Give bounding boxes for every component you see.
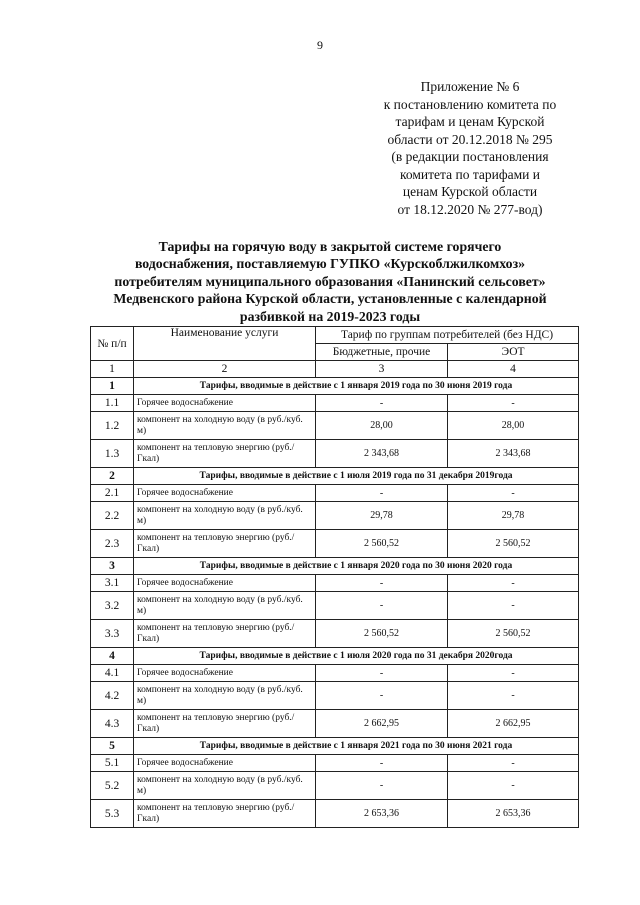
row-number: 5.3 bbox=[91, 800, 134, 828]
appendix-line: ценам Курской области bbox=[402, 184, 538, 199]
tariff-budget: - bbox=[316, 665, 448, 682]
table-row bbox=[91, 502, 579, 530]
col-number: 2 bbox=[134, 361, 316, 378]
service-name: Горячее водоснабжение bbox=[134, 395, 316, 412]
tariff-eot: - bbox=[448, 575, 579, 592]
section-title: Тарифы, вводимые в действие с 1 июля 2019 года по 31 декабря 2019года bbox=[134, 468, 579, 485]
service-name: компонент на холодную воду (в руб./куб. м) bbox=[134, 772, 316, 800]
tariff-eot: 2 560,52 bbox=[448, 620, 579, 648]
col-number: 3 bbox=[316, 361, 448, 378]
row-number: 4.3 bbox=[91, 710, 134, 738]
table-row bbox=[91, 575, 579, 592]
table-row bbox=[91, 620, 579, 648]
section-number: 3 bbox=[91, 558, 134, 575]
tariff-eot: 28,00 bbox=[448, 412, 579, 440]
service-name: компонент на тепловую энергию (руб./Гкал) bbox=[134, 710, 316, 738]
section-number: 2 bbox=[91, 468, 134, 485]
section-row bbox=[91, 468, 579, 485]
tariff-eot: - bbox=[448, 665, 579, 682]
row-number: 3.1 bbox=[91, 575, 134, 592]
title-line: Тарифы на горячую воду в закрытой системе горячего bbox=[158, 239, 502, 254]
row-number: 4.2 bbox=[91, 682, 134, 710]
tariff-eot: 2 653,36 bbox=[448, 800, 579, 828]
col-number: 4 bbox=[448, 361, 579, 378]
tariff-eot: 2 343,68 bbox=[448, 440, 579, 468]
row-number: 1.3 bbox=[91, 440, 134, 468]
header-budget: Бюджетные, прочие bbox=[316, 344, 448, 361]
section-number: 1 bbox=[91, 378, 134, 395]
appendix-line: (в редакции постановления bbox=[391, 149, 549, 164]
table-row bbox=[91, 592, 579, 620]
title-line: разбивкой на 2019-2023 годы bbox=[239, 308, 421, 324]
tariff-eot: - bbox=[448, 755, 579, 772]
tariff-budget: 2 560,52 bbox=[316, 530, 448, 558]
service-name: компонент на холодную воду (в руб./куб. м) bbox=[134, 412, 316, 440]
header-tariff: Тариф по группам потребителей (без НДС) bbox=[316, 327, 579, 344]
tariff-budget: - bbox=[316, 772, 448, 800]
tariff-budget: 2 343,68 bbox=[316, 440, 448, 468]
row-number: 3.2 bbox=[91, 592, 134, 620]
tariff-budget: - bbox=[316, 485, 448, 502]
column-number-row bbox=[91, 361, 579, 378]
section-title: Тарифы, вводимые в действие с 1 июля 2020 года по 31 декабря 2020года bbox=[134, 648, 579, 665]
table-header-row bbox=[91, 327, 579, 344]
tariff-eot: - bbox=[448, 395, 579, 412]
tariff-budget: - bbox=[316, 592, 448, 620]
tariff-budget: - bbox=[316, 395, 448, 412]
tariff-budget: 28,00 bbox=[316, 412, 448, 440]
service-name: компонент на холодную воду (в руб./куб. м) bbox=[134, 682, 316, 710]
table-row bbox=[91, 485, 579, 502]
col-number: 1 bbox=[91, 361, 134, 378]
service-name: компонент на тепловую энергию (руб./Гкал) bbox=[134, 440, 316, 468]
tariff-budget: - bbox=[316, 755, 448, 772]
section-row bbox=[91, 648, 579, 665]
service-name: компонент на холодную воду (в руб./куб. м) bbox=[134, 592, 316, 620]
row-number: 2.3 bbox=[91, 530, 134, 558]
section-number: 4 bbox=[91, 648, 134, 665]
tariff-budget: 2 560,52 bbox=[316, 620, 448, 648]
service-name: Горячее водоснабжение bbox=[134, 485, 316, 502]
service-name: компонент на тепловую энергию (руб./Гкал) bbox=[134, 530, 316, 558]
page-number: 9 bbox=[317, 38, 323, 52]
service-name: Горячее водоснабжение bbox=[134, 575, 316, 592]
document-title bbox=[80, 238, 580, 325]
table-row bbox=[91, 682, 579, 710]
section-title: Тарифы, вводимые в действие с 1 января 2021 года по 30 июня 2021 года bbox=[134, 738, 579, 755]
appendix-line: комитета по тарифами и bbox=[400, 166, 540, 182]
table-row bbox=[91, 440, 579, 468]
appendix-block bbox=[355, 78, 585, 218]
header-eot: ЭОТ bbox=[448, 344, 579, 361]
tariff-budget: 2 653,36 bbox=[316, 800, 448, 828]
table-row bbox=[91, 395, 579, 412]
section-row bbox=[91, 378, 579, 395]
header-name: Наименование услуги bbox=[134, 327, 316, 361]
appendix-line: области от 20.12.2018 № 295 bbox=[387, 131, 553, 147]
table-row bbox=[91, 710, 579, 738]
tariff-eot: - bbox=[448, 485, 579, 502]
row-number: 3.3 bbox=[91, 620, 134, 648]
appendix-line: от 18.12.2020 № 277-вод) bbox=[397, 201, 543, 217]
table-row bbox=[91, 530, 579, 558]
section-row bbox=[91, 738, 579, 755]
appendix-line: к постановлению комитета по bbox=[383, 96, 557, 112]
service-name: компонент на тепловую энергию (руб./Гкал) bbox=[134, 800, 316, 828]
row-number: 2.1 bbox=[91, 485, 134, 502]
table-row bbox=[91, 412, 579, 440]
title-line: водоснабжения, поставляемую ГУПКО «Курскоблжилкомхоз» bbox=[134, 256, 526, 272]
appendix-line: Приложение № 6 bbox=[420, 79, 520, 94]
table-row bbox=[91, 755, 579, 772]
section-number: 5 bbox=[91, 738, 134, 755]
tariff-eot: - bbox=[448, 772, 579, 800]
table-row bbox=[91, 772, 579, 800]
row-number: 4.1 bbox=[91, 665, 134, 682]
section-title: Тарифы, вводимые в действие с 1 января 2019 года по 30 июня 2019 года bbox=[134, 378, 579, 395]
row-number: 5.2 bbox=[91, 772, 134, 800]
tariff-table bbox=[90, 326, 579, 828]
tariff-budget: 2 662,95 bbox=[316, 710, 448, 738]
service-name: Горячее водоснабжение bbox=[134, 665, 316, 682]
service-name: компонент на холодную воду (в руб./куб. м) bbox=[134, 502, 316, 530]
header-num: № п/п bbox=[91, 327, 134, 361]
title-line: Медвенского района Курской области, установленные с календарной bbox=[113, 291, 547, 307]
tariff-eot: 29,78 bbox=[448, 502, 579, 530]
row-number: 1.1 bbox=[91, 395, 134, 412]
service-name: Горячее водоснабжение bbox=[134, 755, 316, 772]
title-line: потребителям муниципального образования «Панинский сельсовет» bbox=[114, 273, 546, 289]
service-name: компонент на тепловую энергию (руб./Гкал) bbox=[134, 620, 316, 648]
section-row bbox=[91, 558, 579, 575]
row-number: 2.2 bbox=[91, 502, 134, 530]
section-title: Тарифы, вводимые в действие с 1 января 2020 года по 30 июня 2020 года bbox=[134, 558, 579, 575]
table-row bbox=[91, 800, 579, 828]
tariff-budget: - bbox=[316, 682, 448, 710]
tariff-eot: - bbox=[448, 682, 579, 710]
tariff-budget: - bbox=[316, 575, 448, 592]
row-number: 5.1 bbox=[91, 755, 134, 772]
tariff-eot: 2 560,52 bbox=[448, 530, 579, 558]
table-row bbox=[91, 665, 579, 682]
appendix-line: тарифам и ценам Курской bbox=[395, 114, 545, 129]
tariff-eot: 2 662,95 bbox=[448, 710, 579, 738]
row-number: 1.2 bbox=[91, 412, 134, 440]
tariff-eot: - bbox=[448, 592, 579, 620]
tariff-budget: 29,78 bbox=[316, 502, 448, 530]
